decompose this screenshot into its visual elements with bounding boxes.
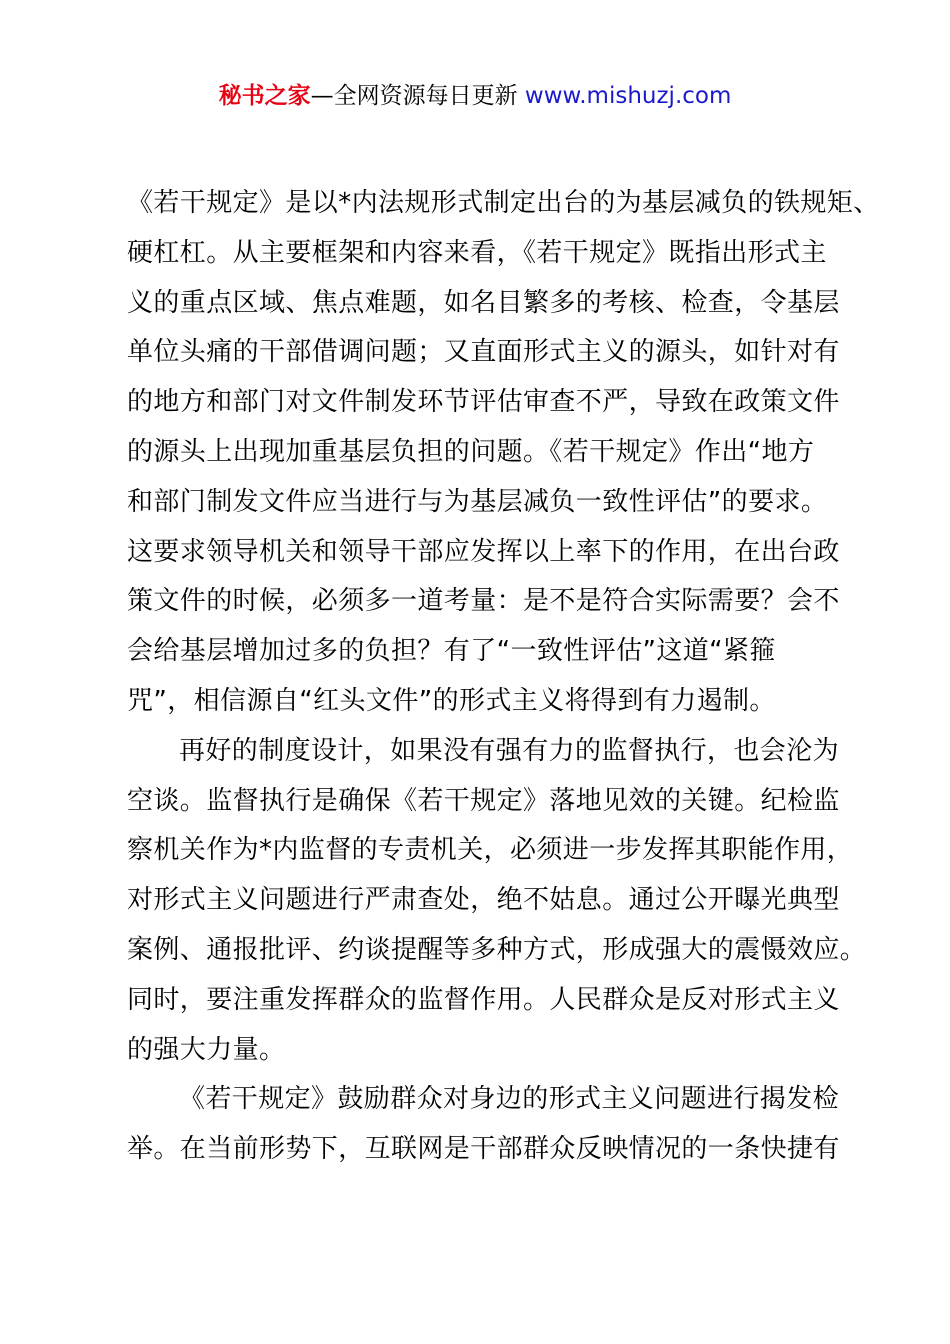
site-url-link[interactable]: www.mishuzj.com	[524, 83, 732, 109]
text-line: 的源头上出现加重基层负担的问题。《若干规定》作出“地方	[127, 436, 815, 467]
site-header	[0, 80, 950, 112]
text-line: 《若干规定》是以*内法规形式制定出台的为基层减负的铁规矩、	[127, 188, 880, 218]
text-line: 义的重点区域、焦点难题，如名目繁多的考核、检查，令基层	[127, 287, 840, 318]
paragraph-1	[127, 179, 880, 727]
text-line: 会给基层增加过多的负担？有了“一致性评估”这道“紧箍	[127, 636, 776, 667]
text-line: 策文件的时候，必须多一道考量：是不是符合实际需要？会不	[127, 586, 840, 617]
text-line: 空谈。监督执行是确保《若干规定》落地见效的关键。纪检监	[127, 785, 840, 816]
text-line: 举。在当前形势下，互联网是干部群众反映情况的一条快捷有	[127, 1134, 840, 1165]
text-line: 察机关作为*内监督的专责机关，必须进一步发挥其职能作用，	[127, 835, 854, 866]
text-line: 对形式主义问题进行严肃查处，绝不姑息。通过公开曝光典型	[127, 885, 840, 916]
paragraph-2	[127, 727, 867, 1076]
text-line: 《若干规定》鼓励群众对身边的形式主义问题进行揭发检	[179, 1084, 840, 1115]
text-line: 再好的制度设计，如果没有强有力的监督执行，也会沦为	[179, 735, 840, 766]
text-line: 的强大力量。	[127, 1034, 286, 1065]
text-line: 这要求领导机关和领导干部应发挥以上率下的作用，在出台政	[127, 536, 840, 567]
text-line: 单位头痛的干部借调问题；又直面形式主义的源头，如针对有	[127, 337, 840, 368]
text-line: 同时，要注重发挥群众的监督作用。人民群众是反对形式主义	[127, 984, 840, 1015]
header-tagline: —全网资源每日更新	[310, 83, 525, 109]
text-line: 硬杠杠。从主要框架和内容来看，《若干规定》既指出形式主	[127, 237, 827, 268]
text-line: 和部门制发文件应当进行与为基层减负一致性评估”的要求。	[127, 486, 828, 517]
text-line: 案例、通报批评、约谈提醒等多种方式，形成强大的震慑效应。	[127, 934, 867, 965]
brand-name: 秘书之家	[218, 83, 311, 109]
text-line: 的地方和部门对文件制发环节评估审查不严，导致在政策文件	[127, 387, 840, 418]
paragraph-3	[127, 1075, 847, 1175]
text-line: 咒”，相信源自“红头文件”的形式主义将得到有力遏制。	[127, 685, 776, 716]
article-body	[127, 179, 880, 1175]
